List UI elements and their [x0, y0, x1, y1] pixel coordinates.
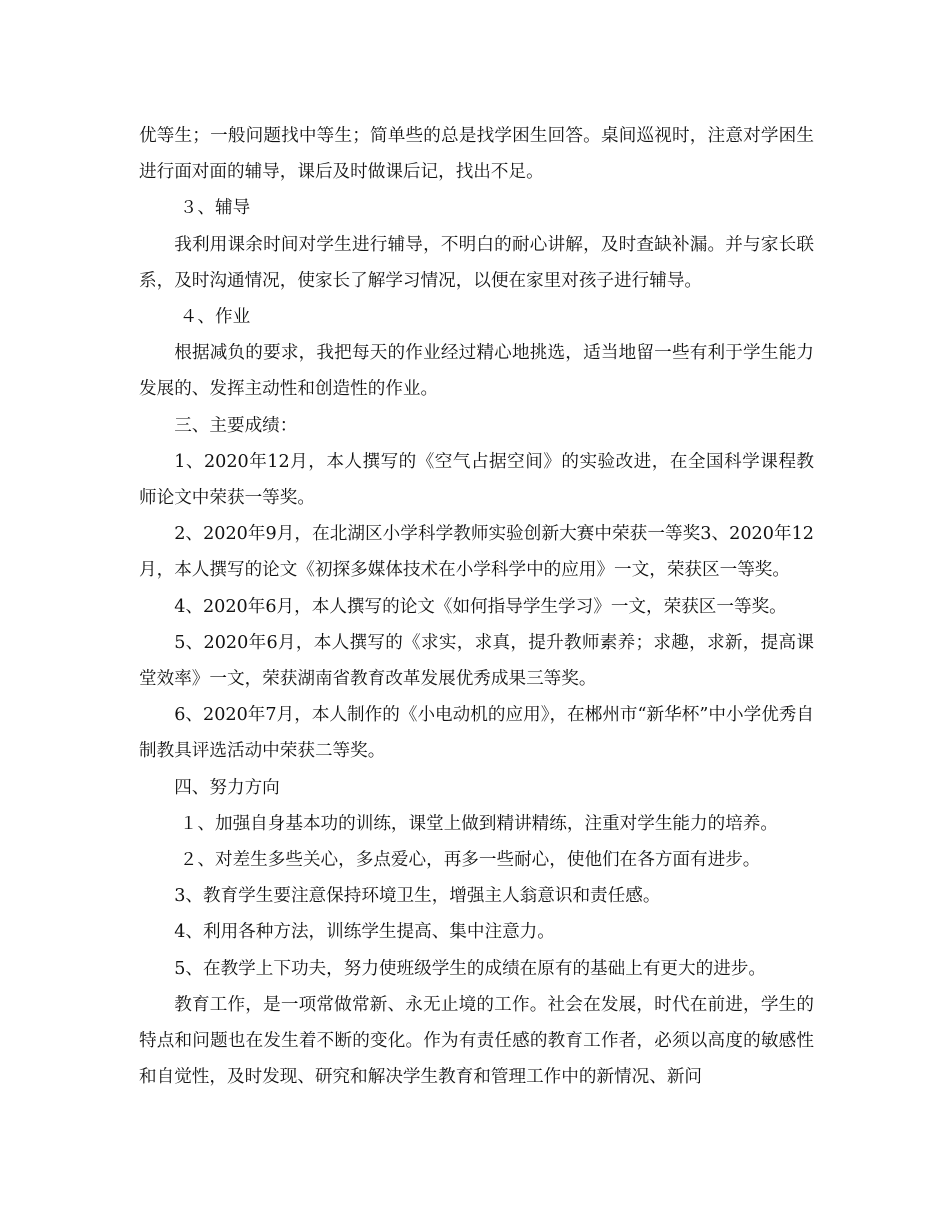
paragraph-conclusion: 教育工作，是一项常做常新、永无止境的工作。社会在发展，时代在前进，学生的特点和问题也在发生着不断的变化。作为有责任感的教育工作者，必须以高度的敏感性和自觉性，及时发现、研究和解决学生教育和管理工作中的新情况、新问 — [139, 994, 814, 1088]
heading-tutoring: ３、辅导 — [174, 198, 251, 219]
direction-item-5: 5、在教学上下功夫，努力使班级学生的成绩在原有的基础上有更大的进步。 — [174, 958, 766, 979]
document-body — [139, 118, 814, 1095]
achievement-item-4: 4、2020年6月，本人撰写的论文《如何指导学生学习》一文，荣获区一等奖。 — [174, 596, 787, 617]
direction-item-3: 3、教育学生要注意保持环境卫生，增强主人翁意识和责任感。 — [174, 886, 661, 907]
paragraph-continuation: 优等生；一般问题找中等生；简单些的总是找学困生回答。桌间巡视时，注意对学困生进行面对面的辅导，课后及时做课后记，找出不足。 — [139, 126, 814, 183]
paragraph-tutoring: 我利用课余时间对学生进行辅导，不明白的耐心讲解，及时查缺补漏。并与家长联系，及时沟通情况，使家长了解学习情况，以便在家里对孩子进行辅导。 — [139, 234, 814, 291]
heading-homework: ４、作业 — [174, 307, 251, 328]
achievement-item-6: 6、2020年7月，本人制作的《小电动机的应用》，在郴州市“新华杯”中小学优秀自制教具评选活动中荣获二等奖。 — [139, 705, 814, 762]
direction-item-1: １、加强自身基本功的训练，课堂上做到精讲精练，注重对学生能力的培养。 — [174, 813, 778, 834]
paragraph-homework: 根据减负的要求，我把每天的作业经过精心地挑选，适当地留一些有利于学生能力发展的、发挥主动性和创造性的作业。 — [139, 343, 814, 400]
heading-direction: 四、努力方向 — [174, 777, 280, 798]
achievement-item-2-3: 2、2020年9月，在北湖区小学科学教师实验创新大赛中荣获一等奖3、2020年12月，本人撰写的论文《初探多媒体技术在小学科学中的应用》一文，荣获区一等奖。 — [139, 524, 814, 581]
heading-achievements: 三、主要成绩： — [174, 415, 298, 436]
achievement-item-5: 5、2020年6月，本人撰写的《求实，求真，提升教师素养；求趣，求新，提高课堂效率》一文，荣获湖南省教育改革发展优秀成果三等奖。 — [139, 632, 814, 690]
direction-item-4: 4、利用各种方法，训练学生提高、集中注意力。 — [174, 922, 555, 943]
achievement-item-1: 1、2020年12月，本人撰写的《空气占据空间》的实验改进，在全国科学课程教师论文中荣获一等奖。 — [139, 451, 814, 509]
direction-item-2: ２、对差生多些关心，多点爱心，再多一些耐心，使他们在各方面有进步。 — [174, 850, 761, 871]
